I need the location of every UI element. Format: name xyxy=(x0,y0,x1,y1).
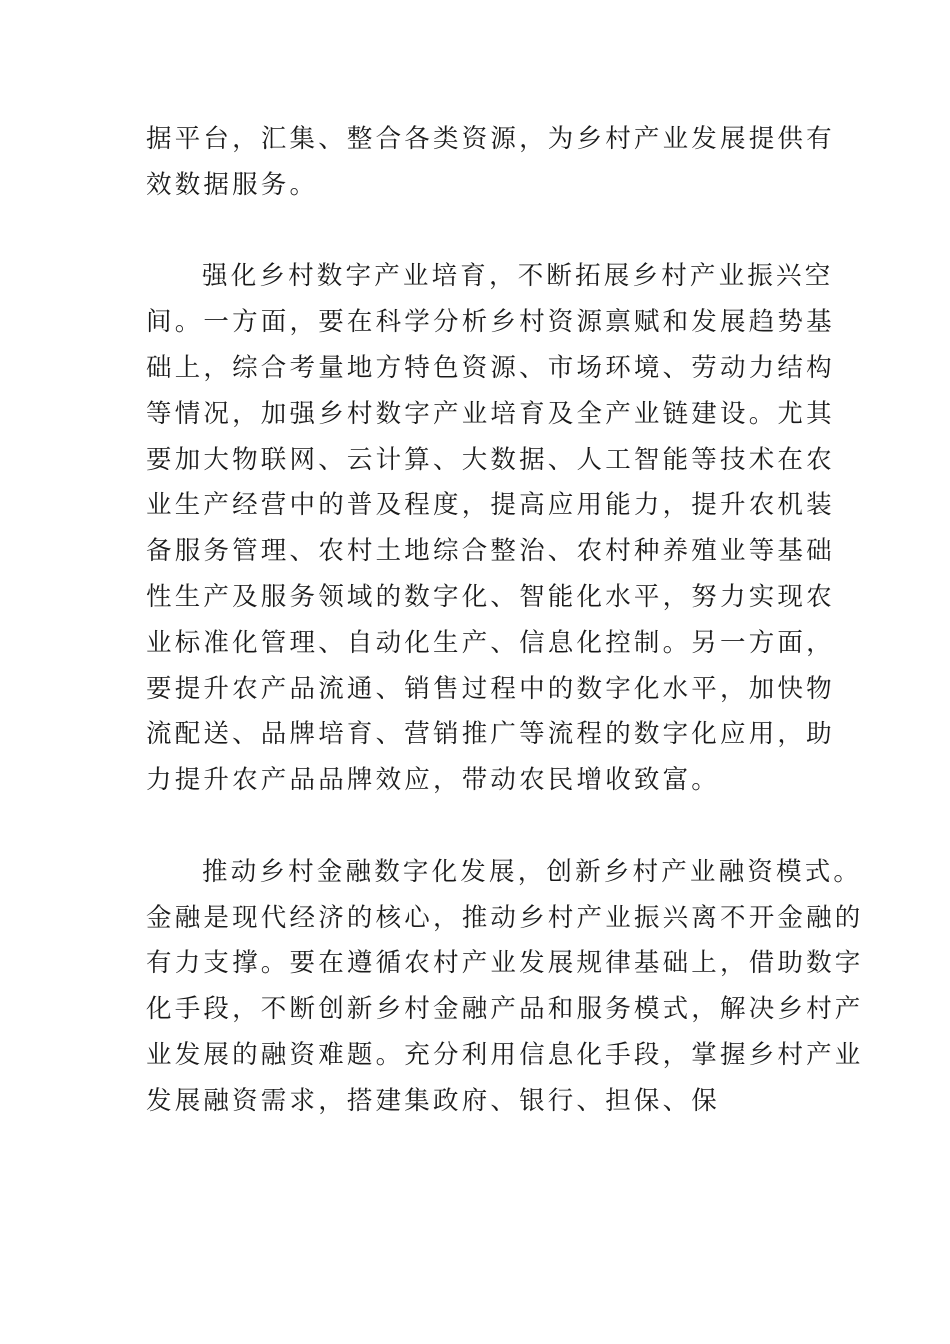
text-line: 金融是现代经济的核心，推动乡村产业振兴离不开金融的 xyxy=(146,902,864,933)
text-line-first: 强化乡村数字产业培育，不断拓展乡村产业振兴空 xyxy=(202,261,834,292)
text-line: 业发展的融资难题。充分利用信息化手段，掌握乡村产业 xyxy=(146,1039,864,1070)
paragraph-rural-finance xyxy=(146,850,864,1125)
text-line: 发展融资需求，搭建集政府、银行、担保、保 xyxy=(146,1085,721,1116)
paragraph-data-platform xyxy=(146,117,835,209)
text-line: 效数据服务。 xyxy=(146,169,319,200)
text-line: 要提升农产品流通、销售过程中的数字化水平，加快物 xyxy=(146,673,835,704)
text-line: 备服务管理、农村土地综合整治、农村种养殖业等基础 xyxy=(146,536,835,567)
text-line: 础上，综合考量地方特色资源、市场环境、劳动力结构 xyxy=(146,352,835,383)
text-line: 力提升农产品品牌效应，带动农民增收致富。 xyxy=(146,765,721,796)
text-line: 化手段，不断创新乡村金融产品和服务模式，解决乡村产 xyxy=(146,994,864,1025)
text-line: 流配送、品牌培育、营销推广等流程的数字化应用，助 xyxy=(146,719,835,750)
text-line: 有力支撑。要在遵循农村产业发展规律基础上，借助数字 xyxy=(146,948,864,979)
paragraph-spacer xyxy=(146,209,826,255)
text-line: 业生产经营中的普及程度，提高应用能力，提升农机装 xyxy=(146,490,835,521)
paragraph-spacer xyxy=(146,804,826,850)
text-line: 要加大物联网、云计算、大数据、人工智能等技术在农 xyxy=(146,444,835,475)
paragraph-digital-industry xyxy=(146,254,835,804)
text-line: 业标准化管理、自动化生产、信息化控制。另一方面， xyxy=(146,627,835,658)
text-line: 间。一方面，要在科学分析乡村资源禀赋和发展趋势基 xyxy=(146,307,835,338)
document-body xyxy=(146,117,864,1125)
text-line: 据平台，汇集、整合各类资源，为乡村产业发展提供有 xyxy=(146,124,835,154)
text-line: 等情况，加强乡村数字产业培育及全产业链建设。尤其 xyxy=(146,398,835,429)
text-line: 性生产及服务领域的数字化、智能化水平，努力实现农 xyxy=(146,581,835,612)
text-line-first: 推动乡村金融数字化发展，创新乡村产业融资模式。 xyxy=(202,856,863,887)
